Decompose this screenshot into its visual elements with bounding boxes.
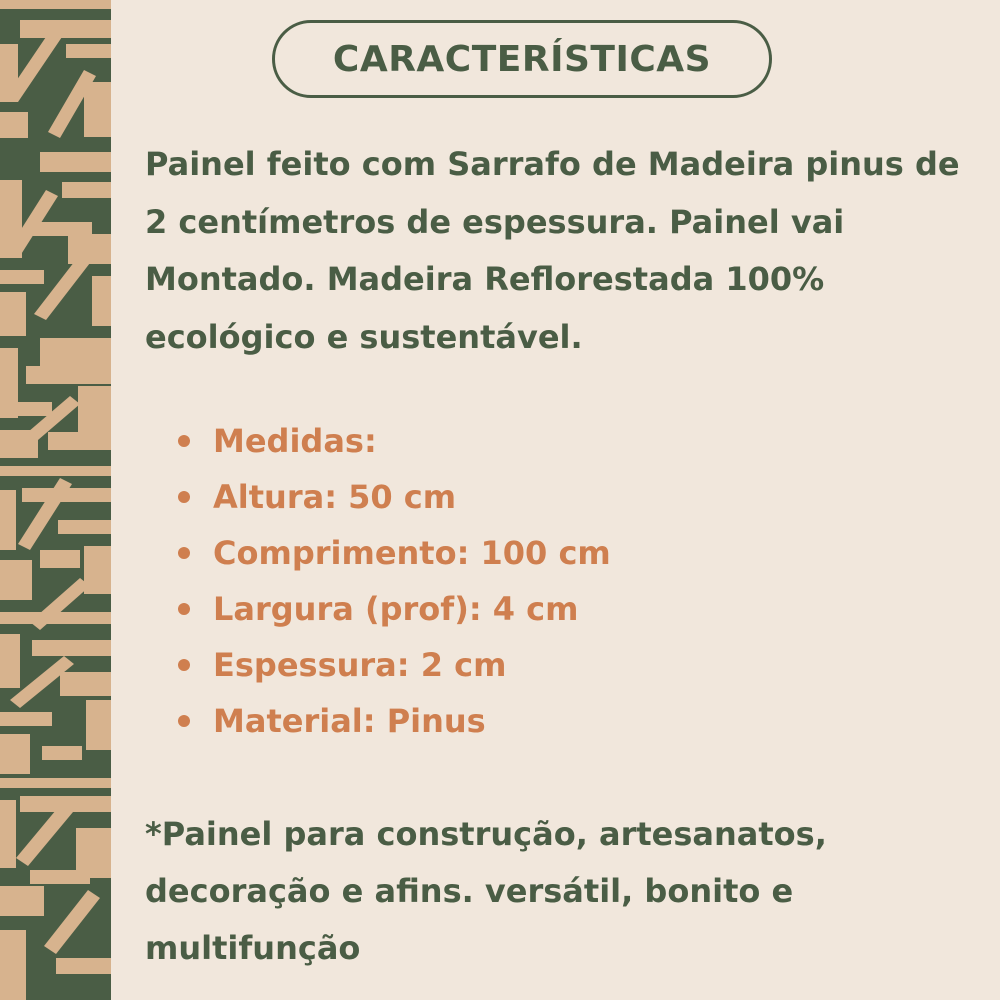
bullet-icon	[178, 435, 190, 447]
bullet-icon	[178, 715, 190, 727]
spec-item-height	[175, 469, 611, 525]
bullet-icon	[178, 547, 190, 559]
spec-item-material	[175, 693, 611, 749]
wood-slat-pattern-graphic	[0, 0, 111, 1000]
spec-item-measures	[175, 413, 611, 469]
bullet-icon	[178, 659, 190, 671]
bullet-icon	[178, 603, 190, 615]
spec-text: Largura (prof): 4 cm	[213, 590, 579, 628]
heading-pill	[272, 20, 772, 98]
usage-footnote: *Painel para construção, artesanatos, decoração e afins. versátil, bonito e multifunção	[145, 815, 827, 967]
wood-slat-pattern	[0, 0, 111, 1000]
spec-text: Altura: 50 cm	[213, 478, 457, 516]
spec-text: Comprimento: 100 cm	[213, 534, 611, 572]
spec-text: Material: Pinus	[213, 702, 486, 740]
heading-text: CARACTERÍSTICAS	[332, 38, 712, 80]
spec-text: Espessura: 2 cm	[213, 646, 507, 684]
spec-item-length	[175, 525, 611, 581]
bullet-icon	[178, 491, 190, 503]
spec-item-width	[175, 581, 611, 637]
spec-text: Medidas:	[213, 422, 377, 460]
spec-list	[175, 413, 611, 749]
product-description: Painel feito com Sarrafo de Madeira pinus de 2 centímetros de espessura. Painel vai Montado. Madeira Reflorestada 100% ecológico e sustentável.	[145, 145, 960, 356]
spec-item-thickness	[175, 637, 611, 693]
